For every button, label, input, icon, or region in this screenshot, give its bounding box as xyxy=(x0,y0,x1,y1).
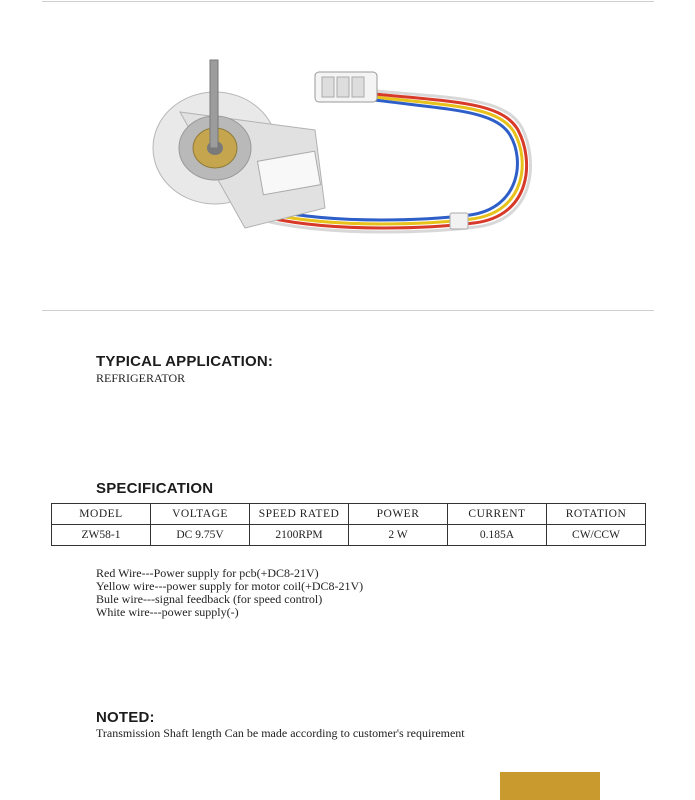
wire-note-blue: Bule wire---signal feedback (for speed control) xyxy=(96,592,323,606)
wire-connector xyxy=(315,72,377,102)
application-heading: TYPICAL APPLICATION: xyxy=(96,353,274,370)
column-header-power: POWER xyxy=(349,504,448,525)
wire-clamp xyxy=(450,213,468,229)
cell-rotation: CW/CCW xyxy=(547,525,646,546)
table-header-row xyxy=(52,504,646,525)
application-value: REFRIGERATOR xyxy=(96,371,186,385)
top-divider xyxy=(42,1,654,2)
cell-voltage: DC 9.75V xyxy=(151,525,250,546)
wire-note-white: White wire---power supply(-) xyxy=(96,605,239,619)
noted-text: Transmission Shaft length Can be made according to customer's requirement xyxy=(96,726,465,740)
column-header-voltage: VOLTAGE xyxy=(151,504,250,525)
column-header-model: MODEL xyxy=(52,504,151,525)
column-header-rotation: ROTATION xyxy=(547,504,646,525)
motor-shaft xyxy=(210,60,218,148)
specification-table xyxy=(51,503,646,546)
wire-note-yellow: Yellow wire---power supply for motor coil(+DC8-21V) xyxy=(96,579,364,593)
cell-current: 0.185A xyxy=(448,525,547,546)
cell-power: 2 W xyxy=(349,525,448,546)
noted-heading: NOTED: xyxy=(96,709,155,726)
column-header-speed: SPEED RATED xyxy=(250,504,349,525)
fan-motor-photo xyxy=(140,40,560,290)
cell-model: ZW58-1 xyxy=(52,525,151,546)
wire-note-red: Red Wire---Power supply for pcb(+DC8-21V) xyxy=(96,566,319,580)
footer-accent-bar xyxy=(500,772,600,800)
wire-notes-list xyxy=(96,567,363,619)
table-row xyxy=(52,525,646,546)
section-divider xyxy=(42,310,654,311)
cell-speed: 2100RPM xyxy=(250,525,349,546)
column-header-current: CURRENT xyxy=(448,504,547,525)
specification-heading: SPECIFICATION xyxy=(96,480,214,497)
